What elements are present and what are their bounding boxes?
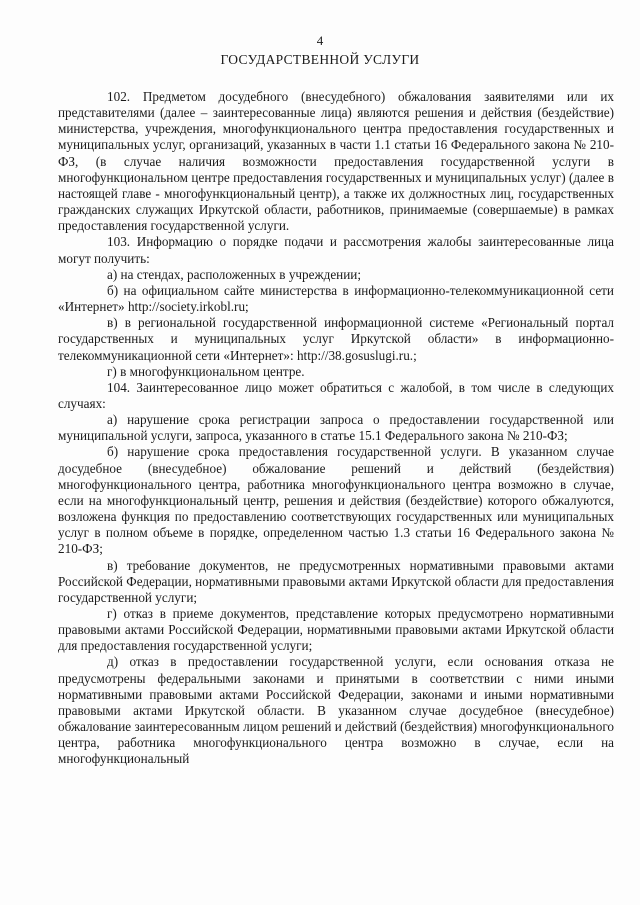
list-item-104-g: г) отказ в приеме документов, представление которых предусмотрено нормативными правовыми актами Российской Федерации, нормативными правовыми актами Иркутской области для предоставления государственной услуги; — [58, 606, 614, 654]
page-number: 4 — [316, 33, 324, 48]
list-item-104-a: а) нарушение срока регистрации запроса о предоставлении государственной или муниципальной услуги, запроса, указанного в статье 15.1 Федерального закона № 210-ФЗ; — [58, 412, 614, 444]
list-item-103-a: а) на стендах, расположенных в учреждении; — [107, 266, 362, 282]
page-title: ГОСУДАРСТВЕННОЙ УСЛУГИ — [220, 52, 420, 67]
paragraph-102: 102. Предметом досудебного (внесудебного) обжалования заявителями или их представителями (далее – заинтересованные лица) являются решения и действия (бездействие) министерства, учреждения, многофункционального центра предоставления государственных и муниципальных услуг, организаций, указанных в части 1.1 статьи 16 Федерального закона № 210-ФЗ, (в случае наличия возможности предоставления государственной услуги в многофункциональном центре предоставления государственных и муниципальных услуг) (далее в настоящей главе - многофункциональный центр), а также их должностных лиц, государственных гражданских служащих Иркутской области, работников, принимаемые (совершаемые) в рамках предоставления государственной услуги. — [58, 89, 614, 234]
paragraph-103: 103. Информацию о порядке подачи и рассмотрения жалобы заинтересованные лица могут получить: — [58, 234, 614, 266]
list-item-103-g: г) в многофункциональном центре. — [107, 363, 305, 379]
document-body — [58, 89, 614, 768]
paragraph-104: 104. Заинтересованное лицо может обратиться с жалобой, в том числе в следующих случаях: — [58, 379, 614, 411]
list-item-104-v: в) требование документов, не предусмотренных нормативными правовыми актами Российской Федерации, нормативными правовыми актами Иркутской области для предоставления государственной услуги; — [58, 557, 614, 605]
list-item-104-d: д) отказ в предоставлении государственной услуги, если основания отказа не предусмотрены федеральными законами и принятыми в соответствии с ними иными нормативными правовыми актами Российской Федерации, законами и иными нормативными правовыми актами Иркутской области. В указанном случае досудебное (внесудебное) обжалование заинтересованным лицом решений и действий (бездействия) многофункционального центра, работника многофункционального центра возможно в случае, если на многофункциональный — [58, 654, 614, 767]
list-item-104-b: б) нарушение срока предоставления государственной услуги. В указанном случае досудебное (внесудебное) обжалование решений и действий (бездействия) многофункционального центра, работника многофункционального центра возможно в случае, если на многофункциональный центр, решения и действия (бездействие) которого обжалуются, возложена функция по предоставлению соответствующих государственных или муниципальных услуг в полном объеме в порядке, определенном частью 1.3 статьи 16 Федерального закона № 210-ФЗ; — [58, 444, 614, 557]
list-item-103-b: б) на официальном сайте министерства в информационно-телекоммуникационной сети «Интернет» http://society.irkobl.ru; — [58, 282, 614, 315]
list-item-103-v: в) в региональной государственной информационной системе «Региональный портал государственных и муниципальных услуг Иркутской области» в информационно-телекоммуникационной сети «Интернет»: http://38.gosuslugi.ru.; — [58, 315, 614, 363]
